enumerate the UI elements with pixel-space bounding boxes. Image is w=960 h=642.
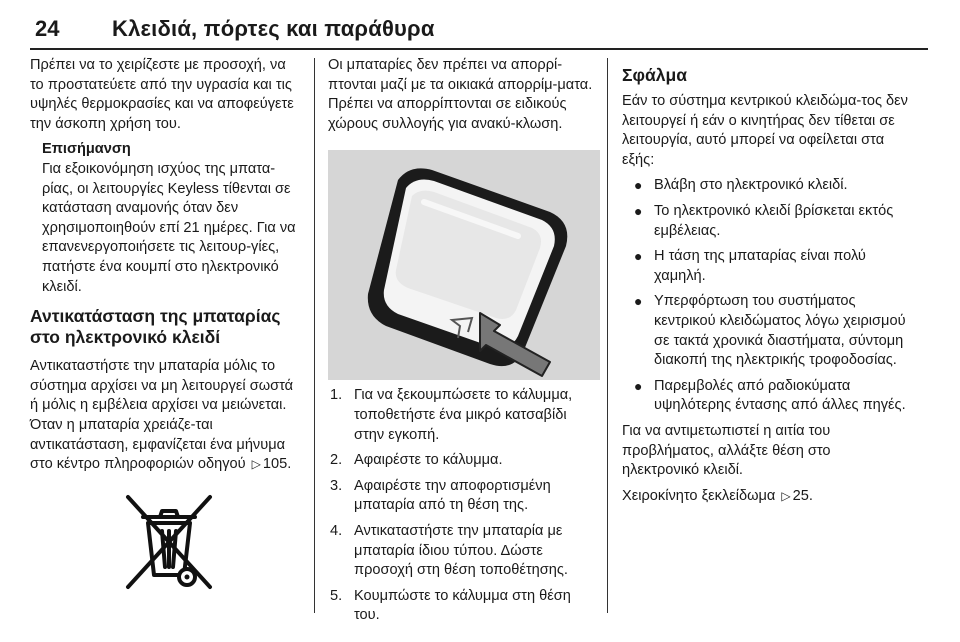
bullet-icon: ● — [634, 177, 643, 194]
list-item — [622, 292, 908, 370]
bullet-text: Υπερφόρτωση του συστήματος κεντρικού κλειδώματος λόγω χειρισμού σε τακτά χρονικά διαστήματα, σύντομη διακοπή της ηλεκτρικής τροφοδοσίας. — [654, 293, 906, 369]
intro-paragraph: Πρέπει να το χειρίζεστε με προσοχή, να το προστατεύετε από την υγρασία και τις υψηλές θερμοκρασίες και να αποφεύγετε την άσκοπη χρήση του. — [30, 57, 294, 132]
manual-unlock-paragraph — [622, 487, 908, 507]
page-reference-link[interactable]: 25. — [792, 487, 813, 504]
column-divider — [314, 58, 315, 613]
column-left — [30, 56, 302, 597]
crossed-out-wheelie-bin-icon — [114, 487, 224, 597]
header-divider — [30, 48, 928, 50]
step-number: 1. — [330, 387, 343, 404]
page-title: Κλειδιά, πόρτες και παράθυρα — [112, 16, 435, 41]
fault-intro: Εάν το σύστημα κεντρικού κλειδώμα-τος δεν λειτουργεί ή εάν ο κινητήρας δεν τίθεται σε λειτουργία, αυτό μπορεί να οφείλεται στα εξής: — [622, 93, 908, 168]
bullet-icon: ● — [634, 293, 643, 310]
battery-paragraph — [30, 357, 302, 475]
section-heading-fault: Σφάλμα — [622, 65, 687, 85]
fix-paragraph: Για να αντιμετωπιστεί η αιτία του προβλήματος, αλλάξτε θέση στο ηλεκτρονικό κλειδί. — [622, 422, 831, 479]
note-box — [42, 140, 302, 297]
battery-text: Αντικαταστήστε την μπαταρία μόλις το σύστημα αρχίσει να μη λειτουργεί σωστά ή μόλις η εμβέλεια αρχίσει να μειώνεται. Όταν η μπαταρία χρειάζε-ται αντικατάσταση, εμφανίζεται ένα μήνυμα στο κέντρο πληροφοριών οδηγού — [30, 358, 294, 473]
note-title: Επισήμανση — [42, 141, 131, 158]
note-text: Για εξοικονόμηση ισχύος της μπατα-ρίας, οι λειτουργίες Keyless τίθενται σε κατάσταση αναμονής όταν δεν χρησιμοποιηθούν επί 21 ημέρες. Για να επανενεργοποιήσετε τις λειτουρ-γίες, πατήστε ένα κουμπί στο ηλεκτρονικό κλειδί. — [42, 160, 296, 295]
list-item — [328, 587, 600, 626]
bullet-text: Η τάση της μπαταρίας είναι πολύ χαμηλή. — [654, 248, 866, 284]
bullet-text: Το ηλεκτρονικό κλειδί βρίσκεται εκτός εμβέλειας. — [654, 202, 894, 239]
column-middle — [328, 56, 600, 626]
bullet-icon: ● — [634, 202, 643, 219]
step-text: Αφαιρέστε το κάλυμμα. — [354, 452, 503, 469]
step-number: 3. — [330, 477, 343, 494]
list-item — [328, 451, 600, 471]
column-right — [622, 56, 908, 506]
list-item — [622, 202, 908, 241]
list-item — [328, 522, 600, 581]
page-header — [30, 10, 928, 52]
section-heading-battery-replacement: Αντικατάσταση της μπαταρίας στο ηλεκτρονικό κλειδί — [30, 306, 281, 348]
list-item — [328, 386, 600, 445]
step-text: Αφαιρέστε την αποφορτισμένη μπαταρία από τη θέση της. — [354, 477, 551, 514]
list-item — [622, 176, 908, 196]
list-item — [328, 477, 600, 516]
electronic-key-battery-cover-illustration — [328, 150, 600, 380]
step-number: 2. — [330, 452, 343, 469]
list-item — [622, 377, 908, 416]
bullet-text: Βλάβη στο ηλεκτρονικό κλειδί. — [654, 177, 848, 194]
step-number: 4. — [330, 522, 343, 539]
step-text: Αντικαταστήστε την μπαταρία με μπαταρία ίδιου τύπου. Δώστε προσοχή στη θέση τοποθέτησης. — [354, 522, 568, 579]
page-reference-arrow-icon: ▷ — [781, 488, 791, 503]
fault-causes-list — [622, 176, 908, 416]
bullet-icon: ● — [634, 248, 643, 265]
manual-unlock-text: Χειροκίνητο ξεκλείδωμα — [622, 487, 776, 504]
disposal-paragraph: Οι μπαταρίες δεν πρέπει να απορρί-πτονται μαζί με τα οικιακά απορρίμ-ματα. Πρέπει να απορρίπτονται σε ειδικούς χώρους συλλογής για ανακύ-κλωση. — [328, 57, 593, 132]
page-number: 24 — [35, 16, 60, 41]
bullet-icon: ● — [634, 377, 643, 394]
page-reference-link[interactable]: 105. — [262, 456, 292, 473]
battery-steps-list — [328, 386, 600, 626]
column-divider — [607, 58, 608, 613]
step-text: Κουμπώστε το κάλυμμα στη θέση του. — [354, 587, 571, 624]
bullet-text: Παρεμβολές από ραδιοκύματα υψηλότερης έντασης από άλλες πηγές. — [654, 377, 906, 414]
step-number: 5. — [330, 587, 343, 604]
step-text: Για να ξεκουμπώσετε το κάλυμμα, τοποθετήστε ένα μικρό κατσαβίδι στην εγκοπή. — [354, 387, 573, 443]
page-reference-arrow-icon: ▷ — [251, 457, 261, 472]
list-item — [622, 247, 908, 286]
